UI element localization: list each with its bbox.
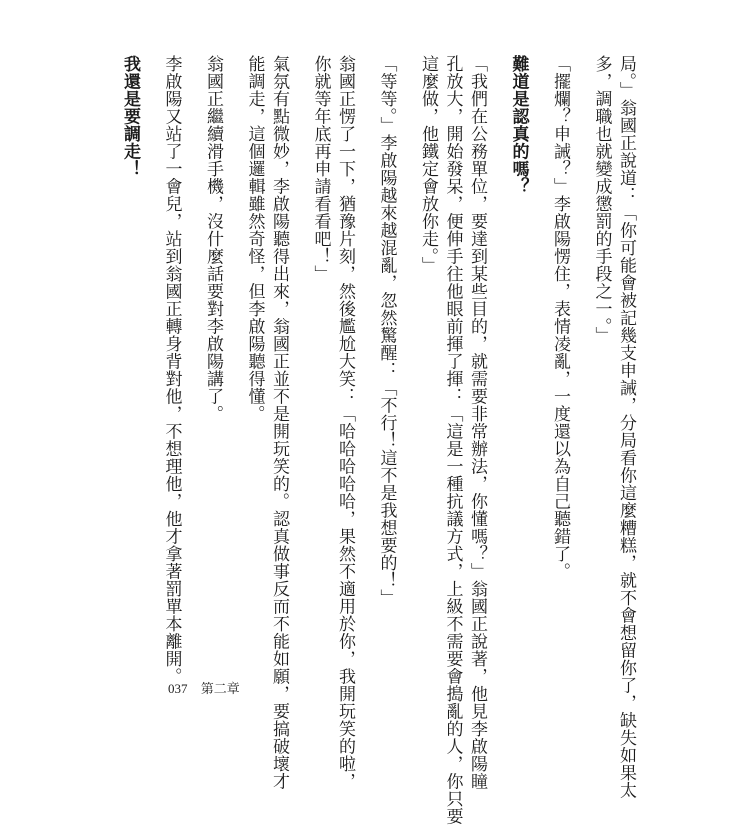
text-column: 李啟陽又站了一會兒，站到翁國正轉身背對他，不想理他，他才拿著罰單本離開。 (161, 55, 182, 685)
page-footer (168, 678, 240, 697)
text-column: 「等等。」李啟陽越來越混亂，忽然驚醒：「不行！這不是我想要的！」 (376, 55, 397, 607)
text-column: 氣氛有點微妙，李啟陽聽得出來，翁國正並不是開玩笑的。認真做事反而不能如願，要搞破壞才 (269, 55, 289, 790)
text-column: 局。」翁國正說道：「你可能會被記幾支申誡，分局看你這麼糟糕，就不會想留你了，缺失如果太 (616, 55, 636, 799)
text-column: 這麼做，他鐵定會放你走。」 (418, 55, 438, 274)
text-column: 翁國正愣了一下，猶豫片刻，然後尷尬大笑：「哈哈哈哈哈，果然不適用於你，我開玩笑的啦， (335, 55, 355, 790)
page-number: 037 (168, 681, 188, 696)
text-column: 多，調職也就變成懲罰的手段之一。」 (591, 55, 612, 344)
emphasis-line: 難道是認真的嗎？ (508, 55, 529, 195)
text-column: 孔放大，開始發呆，便伸手往他眼前揮了揮：「這是一種抗議方式，上級不需要會搗亂的人，你只要 (442, 55, 463, 825)
text-column: 翁國正繼續滑手機，沒什麼話要對李啟陽講了。 (203, 55, 223, 423)
text-column: 你就等年底再申請看看吧！」 (310, 55, 331, 283)
text-column: 「我們在公務單位，要達到某些目的，就需要非常辦法，你懂嗎？」翁國正說著，他見李啟陽瞳 (467, 55, 487, 790)
emphasis-line: 我還是要調走！ (120, 55, 140, 178)
text-column: 「擺爛？申誡？」李啟陽愣住，表情凌亂，一度還以為自己聽錯了。 (550, 55, 570, 580)
text-column: 能調走，這個邏輯雖然奇怪，但李啟陽聽得懂。 (244, 55, 265, 423)
chapter-title: 第二章 (200, 681, 240, 696)
